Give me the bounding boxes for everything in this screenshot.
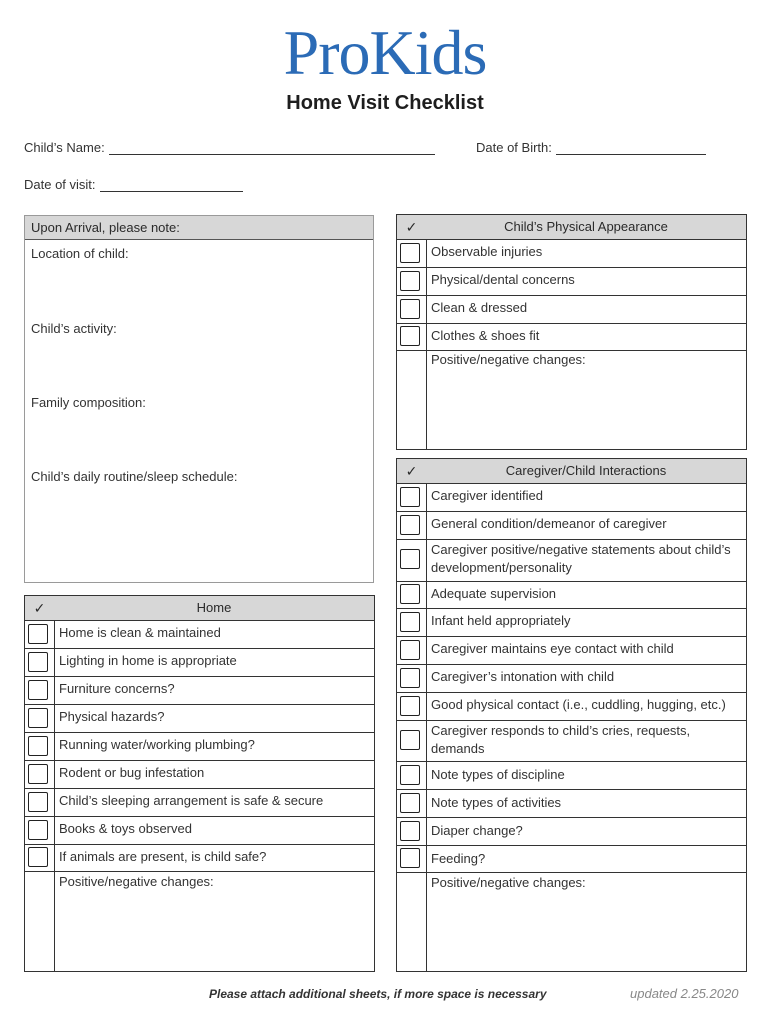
interactions-notes-label: Positive/negative changes:	[431, 875, 586, 890]
checkbox[interactable]	[28, 820, 48, 840]
checklist-item-label: Clothes & shoes fit	[431, 328, 540, 343]
checkbox[interactable]	[400, 793, 420, 813]
home-table	[24, 595, 375, 972]
checkbox[interactable]	[28, 792, 48, 812]
checkbox[interactable]	[28, 624, 48, 644]
checklist-item-label: Lighting in home is appropriate	[59, 653, 237, 668]
updated-date: updated 2.25.2020	[630, 986, 739, 1001]
home-title: Home	[196, 600, 232, 615]
checkbox[interactable]	[400, 848, 420, 868]
checkbox[interactable]	[28, 764, 48, 784]
checklist-row	[397, 295, 746, 324]
checklist-item-label: Caregiver identified	[431, 488, 544, 503]
physical-appearance-title: Child’s Physical Appearance	[504, 219, 668, 234]
checklist-item-label: If animals are present, is child safe?	[59, 849, 267, 864]
checklist-row	[397, 239, 746, 268]
checkbox[interactable]	[400, 271, 420, 291]
checklist-row	[397, 267, 746, 296]
checklist-row	[25, 704, 374, 733]
childs-activity-label: Child’s activity:	[31, 321, 117, 336]
checklist-row	[25, 816, 374, 845]
checklist-row	[25, 760, 374, 789]
checklist-item-label: Diaper change?	[431, 823, 523, 838]
checkbox[interactable]	[400, 326, 420, 346]
checklist-row	[397, 511, 746, 540]
checklist-row	[397, 608, 746, 637]
physical-appearance-header	[397, 215, 746, 240]
checklist-row	[397, 323, 746, 351]
checkbox[interactable]	[400, 668, 420, 688]
checklist-item-label: Rodent or bug infestation	[59, 765, 205, 780]
page-title: Home Visit Checklist	[286, 92, 484, 114]
checkbox[interactable]	[28, 680, 48, 700]
checklist-row	[397, 761, 746, 790]
checklist-item-label: Child’s sleeping arrangement is safe & secure	[59, 793, 324, 808]
caregiver-interactions-title: Caregiver/Child Interactions	[505, 463, 667, 478]
checkmark-icon: ✓	[405, 463, 418, 479]
checklist-item-label: Clean & dressed	[431, 300, 528, 315]
checkbox[interactable]	[400, 487, 420, 507]
checkbox[interactable]	[400, 612, 420, 632]
home-header	[25, 596, 374, 621]
checklist-row	[25, 676, 374, 705]
date-of-visit-line[interactable]	[100, 177, 243, 192]
checklist-item-label: Caregiver maintains eye contact with child	[431, 641, 674, 656]
checklist-row	[397, 789, 746, 818]
checklist-item-label: Note types of discipline	[431, 767, 565, 782]
arrival-header: Upon Arrival, please note:	[25, 216, 373, 240]
checklist-row	[397, 483, 746, 512]
checklist-row	[397, 664, 746, 693]
date-of-birth-label: Date of Birth:	[476, 140, 552, 155]
checkmark-icon: ✓	[33, 600, 46, 616]
location-of-child-label: Location of child:	[31, 246, 129, 261]
checklist-item-label: Furniture concerns?	[59, 681, 175, 696]
checklist-item-label: Home is clean & maintained	[59, 625, 221, 640]
checklist-item-label: General condition/demeanor of caregiver	[431, 516, 667, 531]
checklist-item-label: Running water/working plumbing?	[59, 737, 255, 752]
checklist-row	[397, 539, 746, 582]
checklist-item-label: Books & toys observed	[59, 821, 192, 836]
checkbox[interactable]	[400, 696, 420, 716]
footer-note: Please attach additional sheets, if more space is necessary	[209, 987, 547, 1001]
checklist-item-label: Caregiver positive/negative statements about child’s development/personality	[431, 542, 731, 575]
date-of-visit-label: Date of visit:	[24, 177, 96, 192]
checklist-item-label: Physical/dental concerns	[431, 272, 575, 287]
checkbox[interactable]	[400, 640, 420, 660]
checkmark-icon: ✓	[405, 219, 418, 235]
family-composition-label: Family composition:	[31, 395, 146, 410]
checkbox[interactable]	[400, 765, 420, 785]
checklist-item-label: Feeding?	[431, 851, 486, 866]
physical-appearance-table	[396, 214, 747, 450]
date-of-birth-line[interactable]	[556, 140, 706, 155]
checklist-item-label: Note types of activities	[431, 795, 562, 810]
checklist-item-label: Observable injuries	[431, 244, 543, 259]
checklist-row	[397, 636, 746, 665]
childs-name-field[interactable]	[24, 140, 435, 155]
checkbox[interactable]	[28, 652, 48, 672]
home-notes-label: Positive/negative changes:	[59, 874, 214, 889]
checkbox[interactable]	[400, 821, 420, 841]
checkbox[interactable]	[28, 736, 48, 756]
checklist-row	[25, 620, 374, 649]
arrival-notes-box	[24, 215, 374, 583]
childs-name-label: Child’s Name:	[24, 140, 105, 155]
checklist-row	[397, 845, 746, 873]
daily-routine-label: Child’s daily routine/sleep schedule:	[31, 469, 238, 484]
checkbox[interactable]	[400, 243, 420, 263]
checklist-row	[25, 732, 374, 761]
checklist-row	[25, 648, 374, 677]
prokids-logo: ProKids	[283, 17, 487, 88]
physical-notes-label: Positive/negative changes:	[431, 352, 586, 367]
childs-name-line[interactable]	[109, 140, 435, 155]
checkbox[interactable]	[400, 549, 420, 569]
checkbox[interactable]	[400, 730, 420, 750]
checkbox[interactable]	[28, 847, 48, 867]
checklist-row	[25, 844, 374, 872]
date-of-birth-field[interactable]	[476, 140, 706, 155]
checklist-row	[25, 788, 374, 817]
caregiver-interactions-header	[397, 459, 746, 484]
checklist-item-label: Infant held appropriately	[431, 613, 571, 628]
date-of-visit-field[interactable]	[24, 177, 243, 192]
checklist-row	[397, 720, 746, 762]
checklist-row	[397, 692, 746, 721]
checklist-item-label: Caregiver’s intonation with child	[431, 669, 615, 684]
checkbox[interactable]	[400, 515, 420, 535]
checklist-item-label: Adequate supervision	[431, 586, 557, 601]
checkbox[interactable]	[400, 299, 420, 319]
checklist-row	[397, 581, 746, 609]
checklist-row	[397, 817, 746, 846]
checklist-item-label: Caregiver responds to child’s cries, requests, demands	[431, 723, 691, 756]
checkbox[interactable]	[400, 584, 420, 604]
checkbox[interactable]	[28, 708, 48, 728]
checklist-item-label: Physical hazards?	[59, 709, 165, 724]
caregiver-interactions-table	[396, 458, 747, 972]
checklist-item-label: Good physical contact (i.e., cuddling, hugging, etc.)	[431, 697, 726, 712]
